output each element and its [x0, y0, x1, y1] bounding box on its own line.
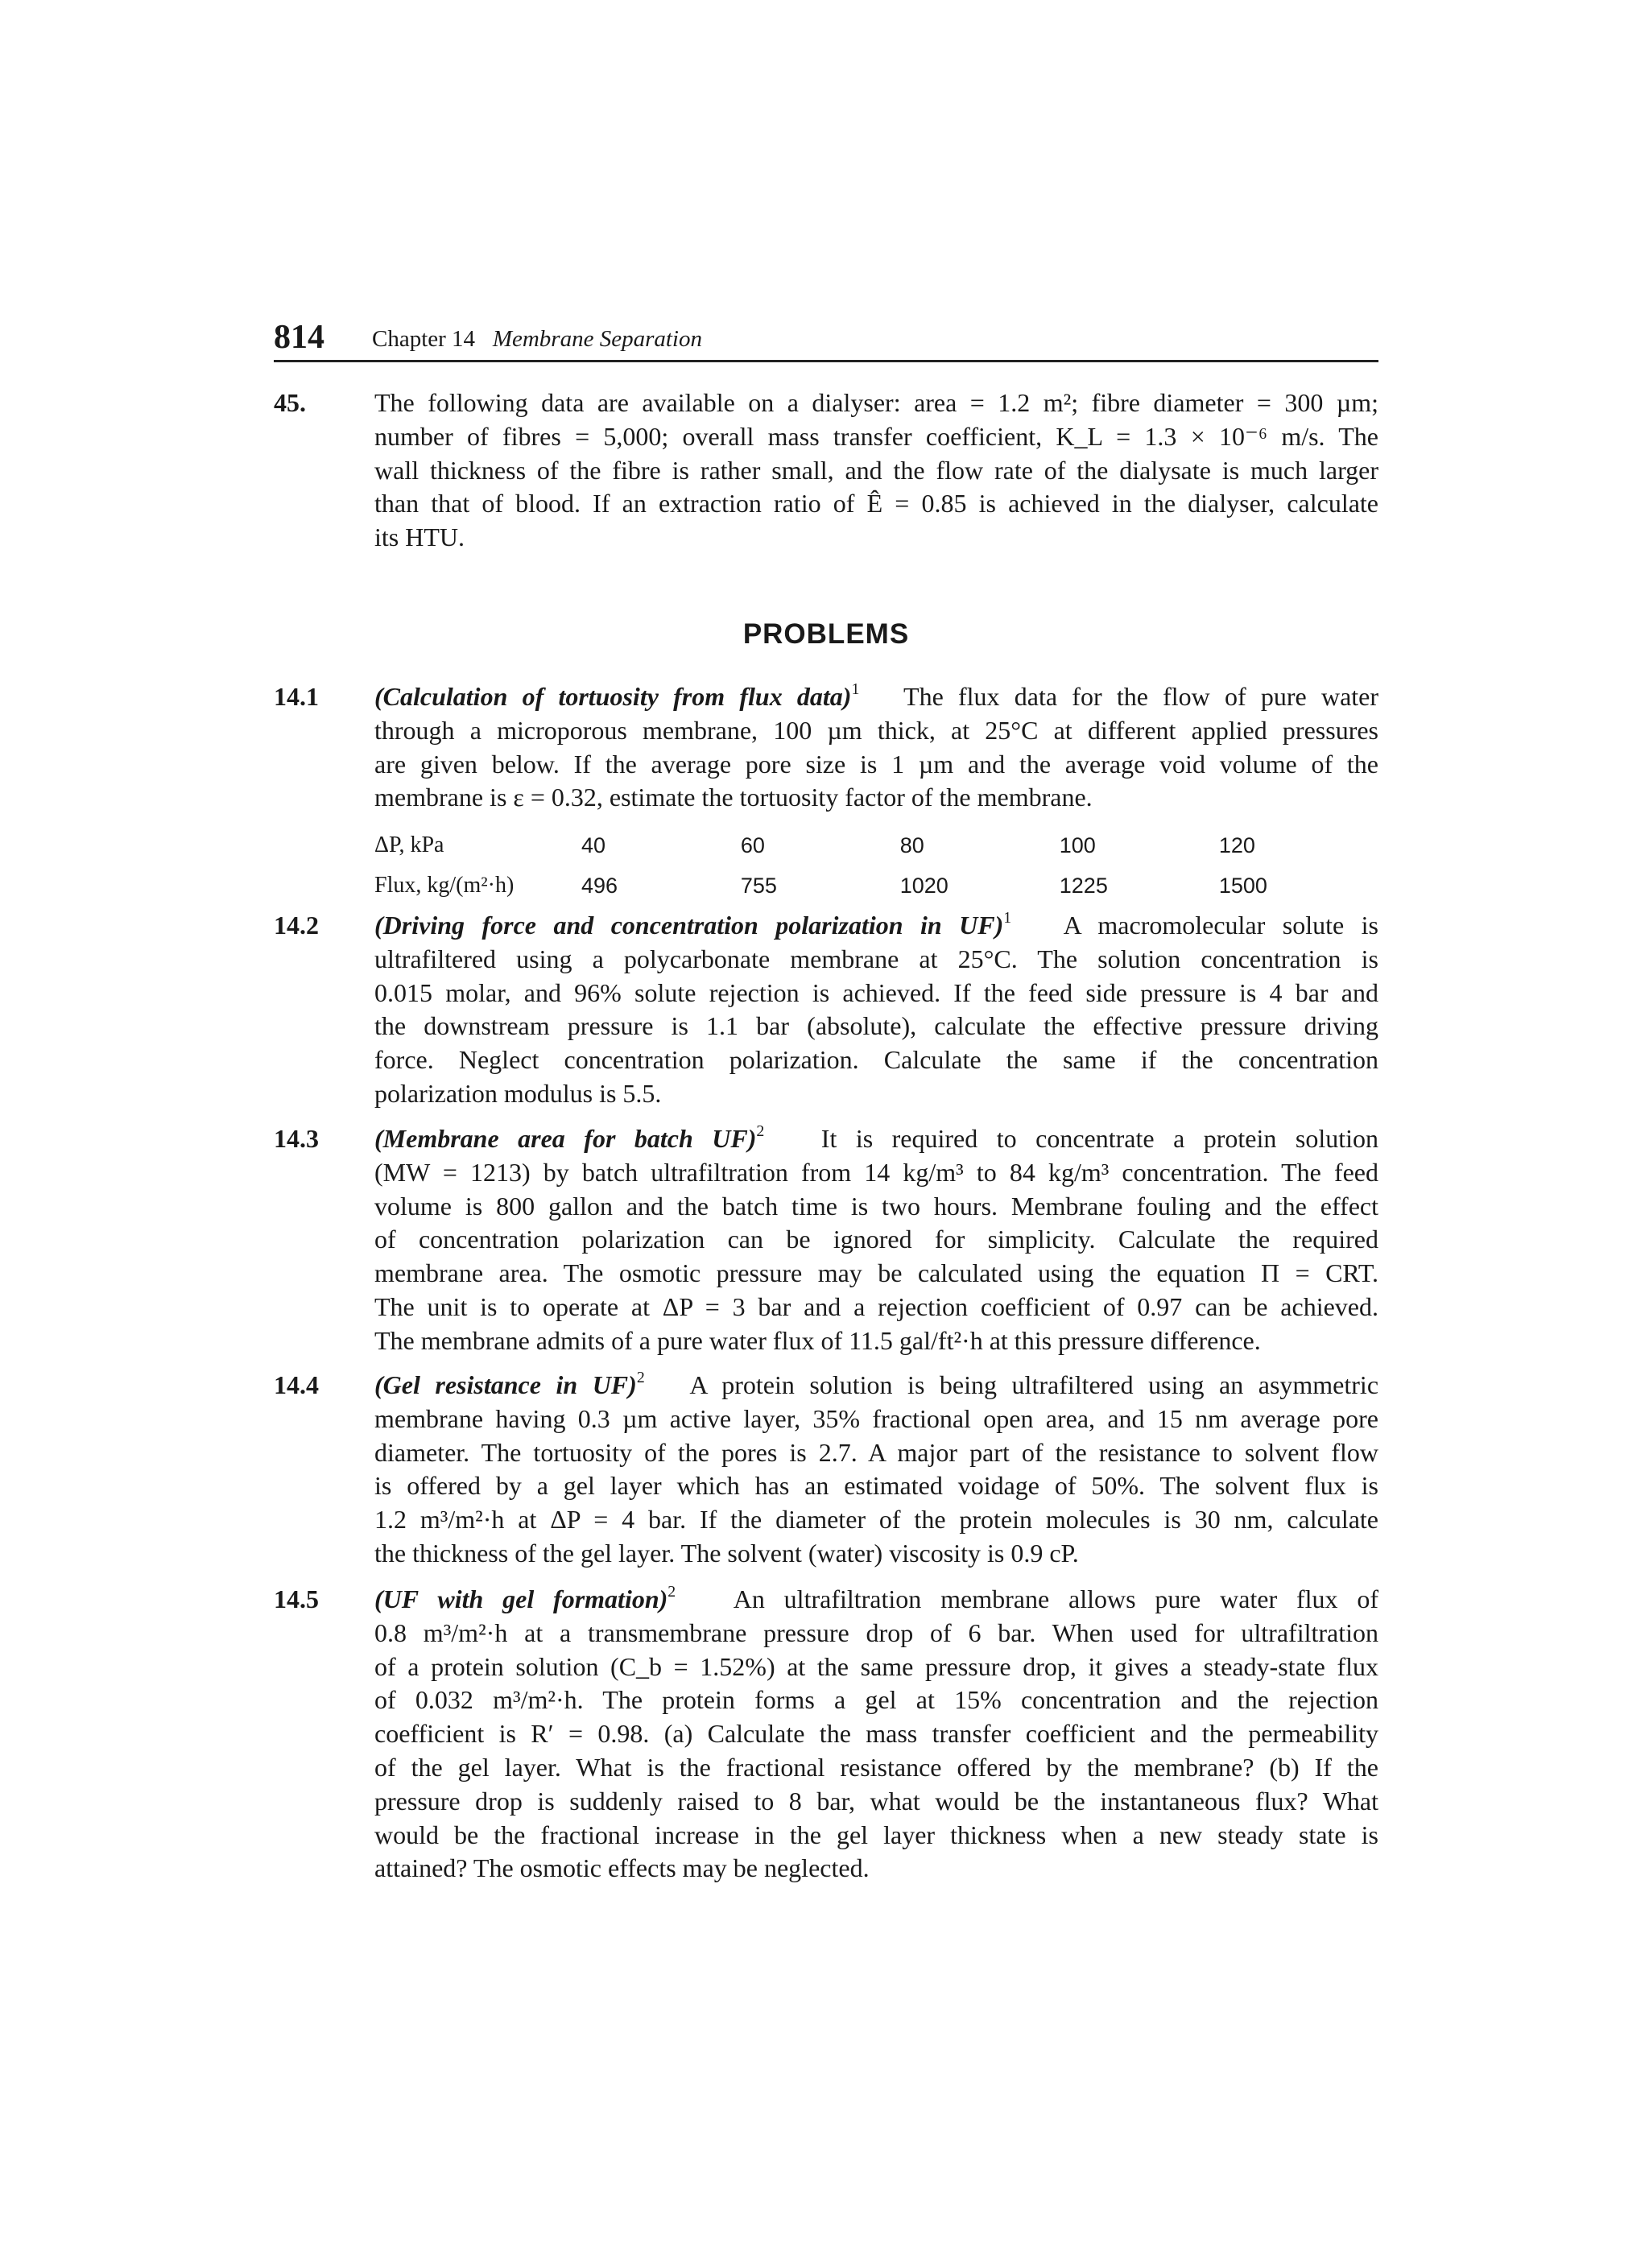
table-cell: 60 [740, 832, 765, 857]
table-cell: 1020 [899, 873, 948, 898]
problem-text [374, 680, 1378, 815]
section-heading: PROBLEMS [742, 618, 910, 650]
text-line: wall thickness of the fibre is rather small, and the flow rate of the dialysate is much larger [374, 455, 1378, 485]
table-cell: 1500 [1218, 873, 1267, 898]
text-line-content: It is required to concentrate a protein solution [820, 1124, 1379, 1153]
table-cell: 1225 [1059, 873, 1108, 898]
exercise-text [374, 386, 1378, 555]
text-line: are given below. If the average pore size is 1 µm and the average void volume of the [374, 749, 1378, 779]
text-line-content: A protein solution is being ultrafiltered using an asymmetric [689, 1370, 1379, 1399]
text-line [374, 1583, 1378, 1617]
text-line: its HTU. [374, 523, 465, 552]
text-line: is offered by a gel layer which has an estimated voidage of 50%. The solvent flux is [374, 1471, 1378, 1501]
running-head [274, 318, 1378, 362]
chapter-title: Membrane Separation [492, 326, 702, 352]
table-cell: 496 [581, 873, 618, 898]
text-line-content: The flux data for the flow of pure water [903, 682, 1379, 711]
text-line: membrane is ε = 0.32, estimate the tortuosity factor of the membrane. [374, 783, 1093, 812]
page-number: 814 [274, 319, 324, 356]
row-label: Flux, kg/(m²·h) [374, 873, 515, 898]
text-line [374, 1369, 1378, 1403]
text-line: The membrane admits of a pure water flux of 11.5 gal/ft²·h at this pressure difference. [374, 1325, 1261, 1355]
reference-mark: 1 [851, 680, 860, 699]
problem-number: 14.5 [274, 1584, 319, 1613]
text-line [374, 680, 1378, 714]
problem-title: (Calculation of tortuosity from flux data) [374, 682, 852, 711]
problem-number: 14.2 [274, 911, 319, 940]
problem-number: 14.4 [274, 1370, 319, 1399]
table-row [374, 865, 1378, 906]
text-line-content: A macromolecular solute is [1063, 911, 1379, 940]
exercise-number: 45. [274, 388, 306, 417]
problem-title: (Gel resistance in UF) [374, 1370, 637, 1399]
problem-number: 14.1 [274, 682, 319, 711]
text-line: membrane having 0.3 µm active layer, 35% fractional open area, and 15 nm average pore [374, 1403, 1378, 1433]
text-line: than that of blood. If an extraction ratio of Ê = 0.85 is achieved in the dialyser, calculate [374, 489, 1378, 518]
text-line: of a protein solution (C_b = 1.52%) at the same pressure drop, it gives a steady-state flux [374, 1651, 1378, 1681]
reference-mark: 2 [756, 1122, 765, 1141]
text-line: membrane area. The osmotic pressure may be calculated using the equation Π = CRT. [374, 1258, 1378, 1288]
text-line: (MW = 1213) by batch ultrafiltration from 14 kg/m³ to 84 kg/m³ concentration. The feed [374, 1157, 1378, 1187]
table-row [374, 825, 1378, 865]
text-line: would be the fractional increase in the gel layer thickness when a new steady state is [374, 1820, 1378, 1849]
text-line: volume is 800 gallon and the batch time is two hours. Membrane fouling and the effect [374, 1191, 1378, 1221]
text-line: of 0.032 m³/m²·h. The protein forms a gel at 15% concentration and the rejection [374, 1685, 1378, 1715]
reference-mark: 2 [667, 1583, 676, 1601]
text-line: polarization modulus is 5.5. [374, 1078, 662, 1108]
text-line: the thickness of the gel layer. The solvent (water) viscosity is 0.9 cP. [374, 1538, 1079, 1568]
problem-text [374, 909, 1378, 1111]
problem-title: (Membrane area for batch UF) [374, 1124, 757, 1153]
chapter-number: Chapter 14 [372, 326, 476, 352]
text-line: diameter. The tortuosity of the pores is 2.7. A major part of the resistance to solvent flow [374, 1437, 1378, 1467]
problem-text [374, 1122, 1378, 1358]
text-line: ultrafiltered using a polycarbonate membrane at 25°C. The solution concentration is [374, 944, 1378, 973]
text-line [374, 909, 1378, 943]
problem-title: (UF with gel formation) [374, 1584, 668, 1613]
text-line: force. Neglect concentration polarization. Calculate the same if the concentration [374, 1045, 1378, 1075]
problem-text [374, 1583, 1378, 1886]
text-line: coefficient is R′ = 0.98. (a) Calculate the mass transfer coefficient and the permeability [374, 1719, 1378, 1749]
text-line [374, 1122, 1378, 1156]
text-line: number of fibres = 5,000; overall mass transfer coefficient, K_L = 1.3 × 10⁻⁶ m/s. The [374, 421, 1378, 451]
text-line: 0.015 molar, and 96% solute rejection is achieved. If the feed side pressure is 4 bar and [374, 977, 1378, 1007]
text-line: through a microporous membrane, 100 µm thick, at 25°C at different applied pressures [374, 715, 1378, 745]
text-line-content: An ultrafiltration membrane allows pure water flux of [733, 1584, 1379, 1613]
text-line: The unit is to operate at ΔP = 3 bar and a rejection coefficient of 0.97 can be achieved. [374, 1291, 1378, 1321]
text-line: The following data are available on a dialyser: area = 1.2 m²; fibre diameter = 300 µm; [374, 388, 1378, 417]
chapter-label [372, 326, 702, 353]
text-line: of concentration polarization can be ignored for simplicity. Calculate the required [374, 1225, 1378, 1254]
table-cell: 120 [1218, 832, 1255, 857]
reference-mark: 1 [1003, 909, 1012, 927]
text-line: of the gel layer. What is the fractional resistance offered by the membrane? (b) If the [374, 1752, 1378, 1782]
table-cell: 100 [1059, 832, 1096, 857]
table-cell: 40 [581, 832, 605, 857]
flux-data-table [374, 825, 1378, 906]
text-line: 0.8 m³/m²·h at a transmembrane pressure drop of 6 bar. When used for ultrafiltration [374, 1617, 1378, 1647]
row-label: ΔP, kPa [374, 832, 444, 857]
text-line: attained? The osmotic effects may be neglected. [374, 1853, 870, 1883]
problem-number: 14.3 [274, 1124, 319, 1153]
text-line: 1.2 m³/m²·h at ΔP = 4 bar. If the diameter of the protein molecules is 30 nm, calculate [374, 1505, 1378, 1535]
problem-text [374, 1369, 1378, 1571]
text-line: the downstream pressure is 1.1 bar (absolute), calculate the effective pressure driving [374, 1011, 1378, 1041]
table-cell: 755 [740, 873, 777, 898]
text-line: pressure drop is suddenly raised to 8 bar, what would be the instantaneous flux? What [374, 1786, 1378, 1816]
problem-title: (Driving force and concentration polarization in UF) [374, 911, 1004, 940]
reference-mark: 2 [636, 1369, 645, 1387]
table-cell: 80 [899, 832, 924, 857]
